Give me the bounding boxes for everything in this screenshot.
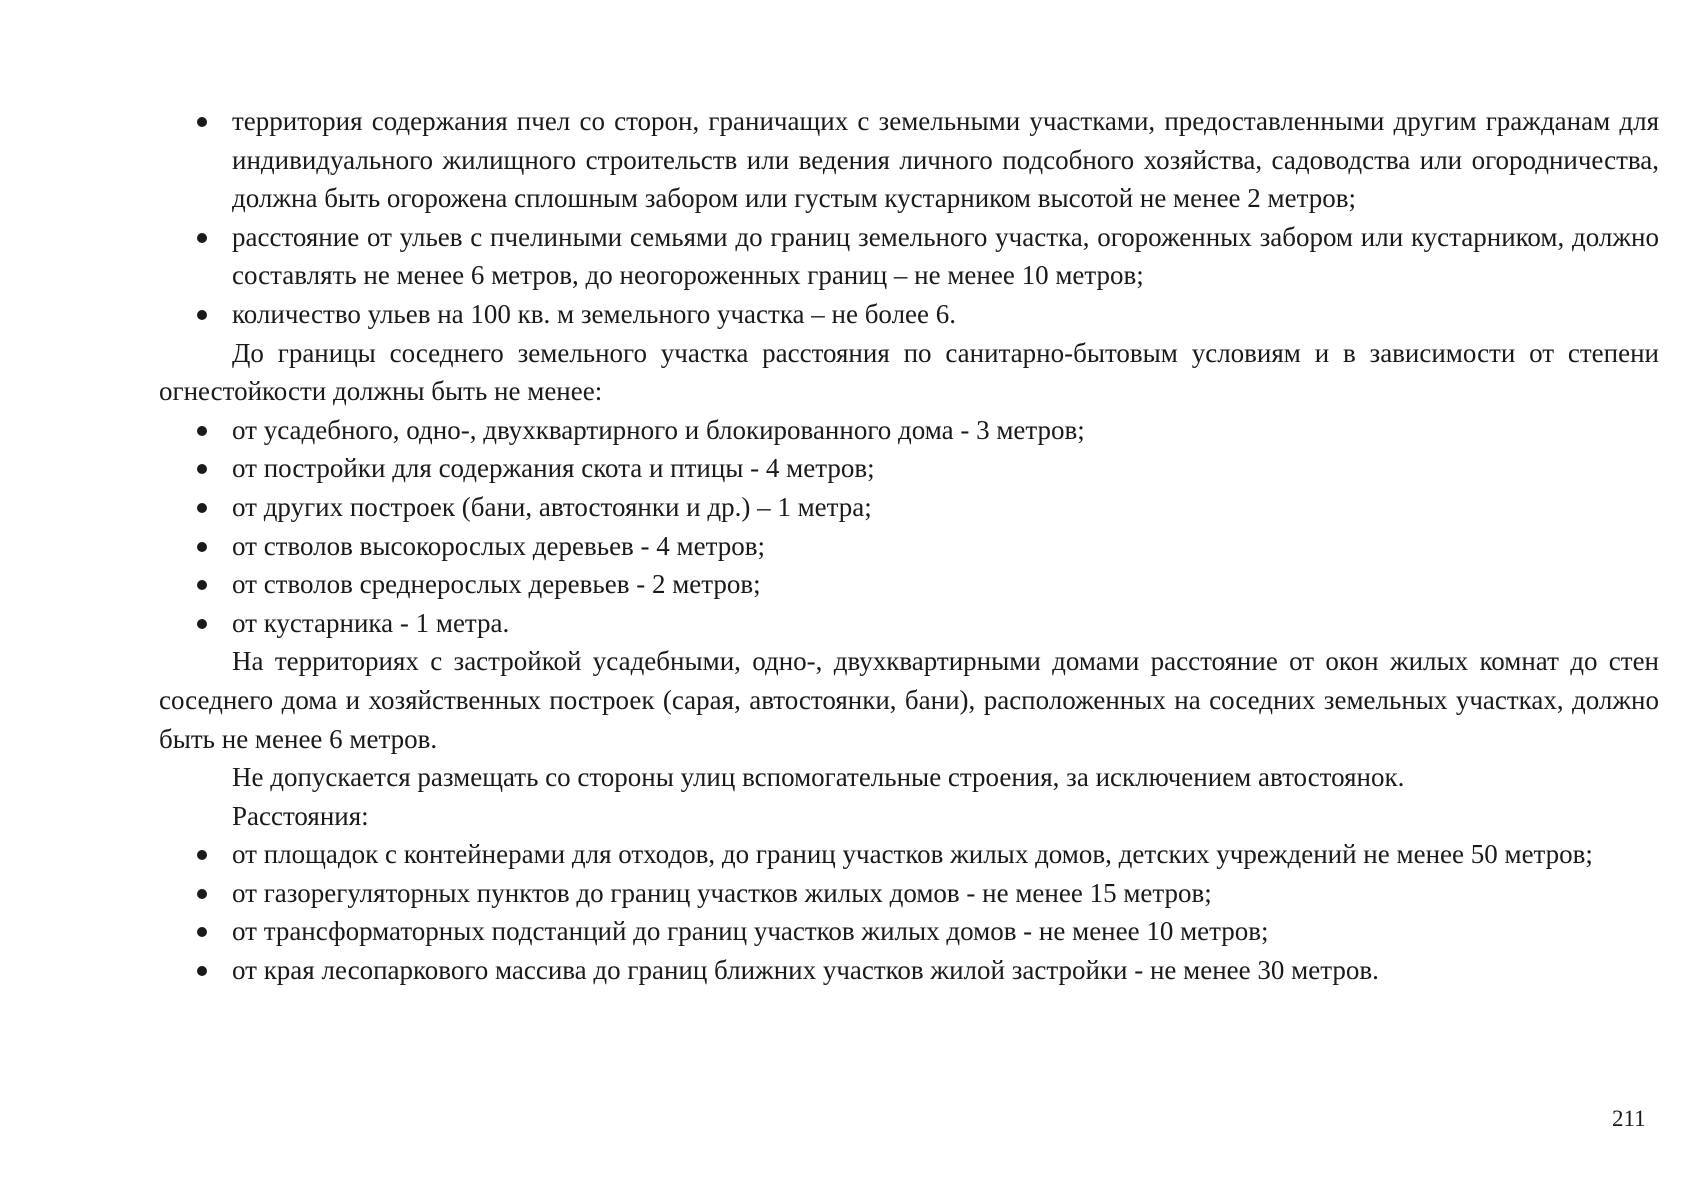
list-item-text: от края лесопаркового массива до границ ближних участков жилой застройки - не менее 30 метров. [232,955,1379,986]
bullet-icon [197,464,207,474]
list-item-text: от кустарника - 1 метра. [232,607,510,638]
bullet-icon [197,542,207,552]
paragraph-window-distances: На территориях с застройкой усадебными, одно-, двухквартирными домами расстояние от окон жилых комнат до стен соседнего дома и хозяйственных построек (сарая, автостоянки, бани), расположенных на соседних земельных участках, должно быть не менее 6 метров. [159,646,1659,754]
list-item-text: количество ульев на 100 кв. м земельного участка – не более 6. [232,298,957,329]
list-item [159,218,1659,295]
beekeeping-rules-list [159,102,1659,334]
bullet-icon [197,233,207,243]
bullet-icon [197,850,207,860]
list-item [159,295,1659,334]
boundary-distances-list [159,411,1659,643]
bullet-icon [197,117,207,127]
list-item [159,527,1659,566]
list-item-text: от стволов среднерослых деревьев - 2 метров; [232,569,761,600]
list-item-text: от других построек (бани, автостоянки и др.) – 1 метра; [232,491,872,522]
list-item-text: расстояние от ульев с пчелиными семьями до границ земельного участка, огороженных забором или кустарником, должно составлять не менее 6 метров, до неогороженных границ – не менее 10 метров; [232,221,1659,291]
list-item-text: от стволов высокорослых деревьев - 4 метров; [232,530,765,561]
list-item [159,411,1659,450]
list-item [159,835,1659,874]
list-item [159,102,1659,218]
bullet-icon [197,619,207,629]
list-item [159,874,1659,913]
distances-label: Расстояния: [232,800,369,831]
list-item [159,565,1659,604]
list-item [159,488,1659,527]
list-item-text: от газорегуляторных пунктов до границ участков жилых домов - не менее 15 метров; [232,877,1212,908]
bullet-icon [197,927,207,937]
bullet-icon [197,503,207,513]
list-item-text: от трансформаторных подстанций до границ участков жилых домов - не менее 10 метров; [232,916,1269,947]
paragraph-distances-to-boundary: До границы соседнего земельного участка расстояния по санитарно-бытовым условиям и в зависимости от степени огнестойкости должны быть не менее: [159,337,1659,407]
list-item-text: от площадок с контейнерами для отходов, до границ участков жилых домов, детских учреждений не менее 50 метров; [232,839,1593,870]
list-item-text: территория содержания пчел со сторон, граничащих с земельными участками, предоставленными другим гражданам для индивидуального жилищного строительств или ведения личного подсобного хозяйства, садоводства или огородничества, должна быть огорожена сплошным забором или густым кустарником высотой не менее 2 метров; [232,106,1659,214]
facility-distances-list [159,835,1659,989]
page-number: 211 [1612,1106,1646,1131]
bullet-icon [197,310,207,320]
list-item [159,449,1659,488]
list-item [159,912,1659,951]
list-item-text: от постройки для содержания скота и птицы - 4 метров; [232,453,875,484]
list-item [159,951,1659,990]
paragraph-street-side-restriction: Не допускается размещать со стороны улиц вспомогательные строения, за исключением автостоянок. [232,762,1405,793]
bullet-icon [197,580,207,590]
list-item-text: от усадебного, одно-, двухквартирного и блокированного дома - 3 метров; [232,414,1085,445]
document-page [159,102,1659,990]
bullet-icon [197,889,207,899]
bullet-icon [197,426,207,436]
list-item [159,604,1659,643]
bullet-icon [197,966,207,976]
